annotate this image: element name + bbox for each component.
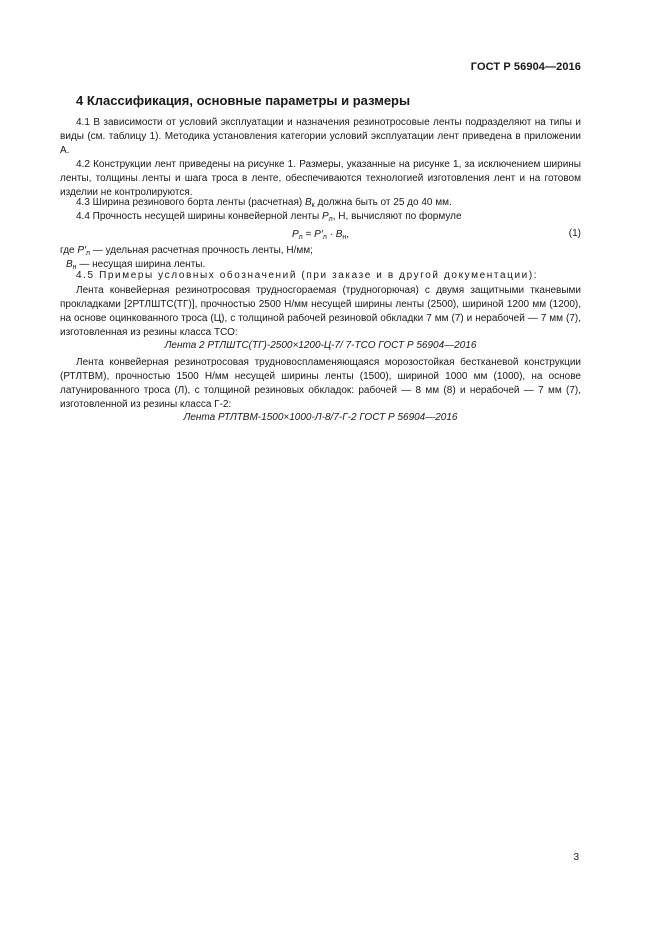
document-header: ГОСТ Р 56904—2016	[470, 61, 581, 73]
formula-1: $P_л = P'_л \cdot B_н$,	[291, 229, 350, 241]
where-line-1: где $P'_л$ — удельная расчетная прочность ленты, Н/мм;	[60, 245, 313, 257]
example-2-code: Лента РТЛТВМ-1500×1000-Л-8/7-Г-2 ГОСТ Р 56904—2016	[183, 412, 458, 423]
example-2-text: Лента конвейерная резинотросовая трудновоспламеняющаяся морозостойкая бестканевой конструкции (РТЛТВМ), прочностью 1500 Н/мм несущей ширины ленты (1500), шириной 1000 мм (1000), на основе латунированного троса (Л), с толщиной резиновых обкладок: рабочей — 8 мм (8) и нерабочей — 7 мм (7), изготовленной из резины класса Г-2:	[60, 357, 581, 410]
paragraph-4-1: 4.1 В зависимости от условий эксплуатации и назначения резинотросовые ленты подразделяют на типы и виды (см. таблицу 1). Методика установления категории условий эксплуатации лент приведена в приложении А.	[60, 117, 581, 156]
example-1-code: Лента 2 РТЛШТС(ТГ)-2500×1200-Ц-7/ 7-ТСО ГОСТ Р 56904—2016	[164, 340, 477, 351]
paragraph-4-5: 4.5 Примеры условных обозначений (при заказе и в другой документации):	[76, 270, 539, 281]
where-line-2: $B_н$ — несущая ширина ленты.	[66, 259, 206, 271]
paragraph-4-2: 4.2 Конструкции лент приведены на рисунке 1. Размеры, указанные на рисунке 1, за исключением ширины ленты, толщины ленты и шага троса в ленте, обеспечиваются технологией изготовления лент и на готовом изделии не контролируются.	[60, 159, 581, 198]
example-1-text: Лента конвейерная резинотросовая трудносгораемая (трудногорючая) с двумя защитными тканевыми прокладками [2РТЛШТС(ТГ)], прочностью 2500 Н/мм несущей ширины ленты (2500), шириной 1200 мм (1200), на основе оцинкованного троса (Ц), с толщиной рабочей резиновой обкладки 7 мм (7) и нерабочей — 7 мм (7), изготовленная из резины класса ТСО:	[60, 285, 581, 338]
formula-number: (1)	[568, 228, 581, 239]
section-heading: 4 Классификация, основные параметры и размеры	[76, 93, 411, 108]
paragraph-4-4: 4.4 Прочность несущей ширины конвейерной ленты $P_л$, Н, вычисляют по формуле	[76, 211, 462, 223]
paragraph-4-3: 4.3 Ширина резинового борта ленты (расчетная) $B_к$ должна быть от 25 до 40 мм.	[76, 197, 452, 209]
page-number: 3	[573, 852, 579, 863]
